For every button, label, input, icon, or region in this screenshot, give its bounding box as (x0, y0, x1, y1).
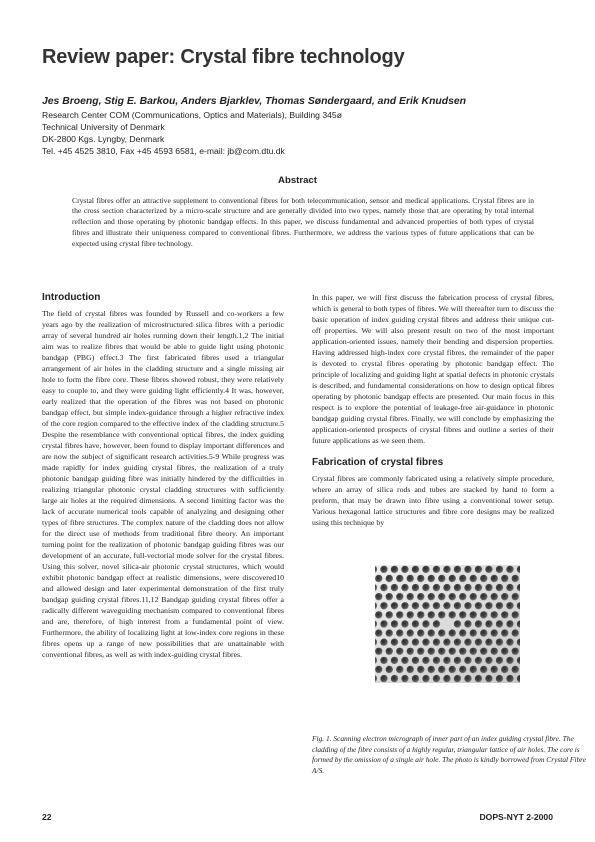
air-hole (464, 620, 471, 627)
air-hole (396, 611, 403, 618)
air-hole (464, 657, 471, 664)
air-hole (401, 584, 408, 591)
air-hole (480, 648, 487, 655)
air-hole (464, 566, 471, 573)
air-hole (501, 666, 508, 673)
abstract-heading: Abstract (278, 175, 317, 186)
figure-caption: Fig. 1. Scanning electron micrograph of inner part of an index guiding crystal fibre. The cladding of the fibre consists of a highly regular, triangular lattice of air holes. The core is formed by the omission of a single air hole. The photo is kindly borrowed from Crystal Fibre A/S. (312, 734, 587, 775)
air-hole (480, 575, 487, 582)
air-hole (506, 566, 513, 573)
air-hole (449, 575, 456, 582)
air-hole (485, 566, 492, 573)
fabrication-heading: Fabrication of crystal fibres (312, 457, 444, 468)
air-hole (512, 629, 519, 636)
air-hole (412, 639, 419, 646)
air-hole (512, 611, 519, 618)
air-hole (380, 657, 387, 664)
air-hole (391, 675, 398, 682)
air-hole (407, 648, 414, 655)
air-hole (449, 629, 456, 636)
air-hole (412, 566, 419, 573)
right-column (312, 292, 554, 528)
air-hole (475, 602, 482, 609)
air-hole (496, 675, 503, 682)
air-hole (491, 648, 498, 655)
air-hole (386, 611, 393, 618)
air-hole (412, 657, 419, 664)
fabrication-text: Crystal fibres are commonly fabricated using a relatively simple procedure, where an array of silica rods and tubes are stacked by hand to form a preform, that may be drawn into fibre using a conventional tower setup. Various hexagonal lattice structures and fibre core designs may be realized using this technique by (312, 474, 554, 527)
air-hole (506, 675, 513, 682)
air-hole (475, 620, 482, 627)
air-hole (391, 657, 398, 664)
air-hole (412, 584, 419, 591)
air-hole (459, 629, 466, 636)
air-hole (506, 620, 513, 627)
air-hole (386, 648, 393, 655)
air-hole (433, 639, 440, 646)
affiliation-line: DK-2800 Kgs. Lyngby, Denmark (42, 134, 165, 144)
air-hole (501, 629, 508, 636)
sem-micrograph (375, 565, 520, 683)
air-hole (443, 639, 450, 646)
air-hole (443, 675, 450, 682)
air-hole (412, 675, 419, 682)
air-hole (475, 584, 482, 591)
air-hole (401, 675, 408, 682)
air-hole (459, 611, 466, 618)
contact-line: Tel. +45 4525 3810, Fax +45 4593 6581, e-mail: jb@com.dtu.dk (42, 146, 285, 156)
air-hole (375, 629, 382, 636)
abstract-text: Crystal fibres offer an attractive supplement to conventional fibres for both telecommunication, sensor and medical applications. Crystal fibres are in the cross section characterized by a micro-scale structure and are generally divided into two types, namely those that are operating by total internal reflection and those operating by photonic bandgap effects. In this paper, we discuss fundamental and advanced properties of both types of crystal fibres and illustrate their uniqueness compared to conventional fibres. Furthermore, we address the various types of future applications that can be expected using crystal fibre technology. (72, 195, 534, 248)
air-hole (475, 675, 482, 682)
air-hole (470, 575, 477, 582)
air-hole (475, 639, 482, 646)
air-hole (428, 611, 435, 618)
air-hole (459, 666, 466, 673)
air-hole (512, 575, 519, 582)
author-list: Jes Broeng, Stig E. Barkou, Anders Bjarklev, Thomas Søndergaard, and Erik Knudsen (42, 96, 467, 107)
air-hole (386, 575, 393, 582)
air-hole (454, 584, 461, 591)
air-hole (401, 602, 408, 609)
air-hole (438, 575, 445, 582)
air-hole (433, 675, 440, 682)
air-hole (485, 584, 492, 591)
air-hole (417, 611, 424, 618)
air-hole (480, 611, 487, 618)
air-hole (475, 566, 482, 573)
air-hole (422, 566, 429, 573)
air-hole (485, 602, 492, 609)
air-hole (375, 666, 382, 673)
air-hole (459, 648, 466, 655)
air-hole (480, 593, 487, 600)
journal-issue: DOPS-NYT 2-2000 (479, 812, 553, 822)
air-hole (485, 639, 492, 646)
air-hole (443, 657, 450, 664)
air-hole (396, 666, 403, 673)
outline-paragraph: In this paper, we will first discuss the fabrication process of crystal fibres, which is general to both types of fibres. We will thereafter turn to discuss the basic operation of index guiding crystal fibres and address their unique cut-off properties. We will also present result on two of the most important application-oriented issues, namely their bending and dispersion properties. Having addressed high-index core crystal fibres, the remainder of the paper is devoted to crystal fibres operating by photonic bandgap effect. The principle of localizing and guiding light at spatial defects in photonic crystals is described, and fundamental considerations on how to design optical fibres operating by photonic bandgap effects are presented. Our main focus in this respect is to explore the potential of leakage-free air-guidance in photonic bandgap guiding crystal fibres. Finally, we will conclude by emphasizing the application-oriented prospects of crystal fibres and outline a series of their future applications as we seen them. (312, 293, 554, 445)
air-hole (480, 629, 487, 636)
air-hole (470, 629, 477, 636)
air-hole (449, 611, 456, 618)
air-hole (422, 639, 429, 646)
air-hole (401, 620, 408, 627)
air-hole (438, 666, 445, 673)
affiliation-line: Research Center COM (Communications, Optics and Materials), Building 345ø (42, 110, 342, 120)
air-hole (501, 611, 508, 618)
air-hole (449, 666, 456, 673)
introduction-text: The field of crystal fibres was founded by Russell and co-workers a few years ago by the realization of microstructured silica fibres with a periodic array of several hundred air holes running down their length.1,2 The initial aim was to realize fibres that would be able to guide light using photonic bandgap (PBG) effect.3 The first fabricated fibres used a triangular arrangement of air holes in the cladding structure and a single missing air hole to form the fibre core. These fibres showed robust, they were relatively easy to couple to, and they were guiding light efficiently.4 It was, however, early realized that the operation of the fibres was not based on photonic bandgap effect, but simple index-guidance through a higher refractive index of the core region compared to the effective index of the cladding structure.5 Despite the resemblance with conventional optical fibres, the index guiding crystal fibres have, however, been found to display important differences and are now the subject of significant research activities.5-9 While progress was made rapidly for index guiding crystal fibres, the realization of a truly photonic bandgap guiding fibre was initially hindered by the difficulties in realizing triangular photonic crystal cladding structures with sufficiently large air holes at the required dimensions. A second limiting factor was the lack of accurate numerical tools capable of analyzing and designing other types of fibre structures. The complex nature of the cladding does not allow for the direct use of methods from traditional fibre theory. An important turning point for the realization of photonic bandgap guiding fibres was our development of an accurate, full-vectorial mode solver for the crystal fibres. Using this solver, novel silica-air photonic crystal structures, which would exhibit photonic bandgap effect at realistic dimensions, were discovered10 and allowed design and later experimental demonstration of the first truly bandgap guiding crystal fibres.11,12 Bandgap guiding crystal fibres offer a radically different waveguiding mechanism compared to conventional fibres and are, therefore, of high interest from a fundamental point of view. Furthermore, the ability of localizing light at low-index core regions in these fibres opens up a range of new possibilities that are unattainable with conventional fibres, as well as with index-guiding crystal fibres. (42, 309, 284, 659)
air-hole (501, 593, 508, 600)
air-hole (428, 629, 435, 636)
air-hole (438, 611, 445, 618)
air-hole (438, 648, 445, 655)
air-hole (454, 675, 461, 682)
air-hole (417, 666, 424, 673)
air-hole (496, 602, 503, 609)
left-column (42, 292, 284, 660)
air-hole (485, 620, 492, 627)
air-hole (470, 593, 477, 600)
air-hole (454, 639, 461, 646)
air-hole (396, 593, 403, 600)
air-hole (485, 657, 492, 664)
air-hole (391, 639, 398, 646)
air-hole (454, 566, 461, 573)
air-hole (506, 639, 513, 646)
air-hole (443, 566, 450, 573)
page-number: 22 (42, 812, 52, 822)
air-hole (417, 648, 424, 655)
air-hole (506, 584, 513, 591)
air-hole (506, 602, 513, 609)
air-hole (417, 575, 424, 582)
air-hole (428, 648, 435, 655)
air-hole (512, 593, 519, 600)
air-hole (464, 602, 471, 609)
air-hole (386, 593, 393, 600)
air-hole (433, 566, 440, 573)
air-hole (375, 593, 382, 600)
air-hole (464, 675, 471, 682)
air-hole (491, 593, 498, 600)
air-hole (407, 593, 414, 600)
air-hole (380, 675, 387, 682)
air-hole (407, 575, 414, 582)
air-hole (512, 648, 519, 655)
air-hole (375, 648, 382, 655)
air-hole (422, 620, 429, 627)
air-hole (491, 629, 498, 636)
air-hole (380, 639, 387, 646)
paper-title: Review paper: Crystal fibre technology (42, 46, 405, 68)
air-hole (428, 666, 435, 673)
air-hole (496, 584, 503, 591)
air-hole (391, 602, 398, 609)
air-hole (428, 575, 435, 582)
air-hole (380, 602, 387, 609)
air-hole (433, 657, 440, 664)
air-hole (407, 629, 414, 636)
air-hole (449, 593, 456, 600)
air-hole (422, 675, 429, 682)
air-hole (464, 639, 471, 646)
air-hole (501, 648, 508, 655)
air-hole (380, 566, 387, 573)
introduction-heading: Introduction (42, 292, 101, 303)
air-hole (512, 666, 519, 673)
air-hole (496, 566, 503, 573)
air-hole (391, 584, 398, 591)
air-hole (422, 584, 429, 591)
air-hole (480, 666, 487, 673)
air-hole (380, 620, 387, 627)
air-hole (454, 620, 461, 627)
air-hole (412, 602, 419, 609)
air-hole (470, 648, 477, 655)
air-hole (422, 602, 429, 609)
air-hole (470, 611, 477, 618)
air-hole (496, 639, 503, 646)
air-hole (443, 602, 450, 609)
affiliation-block (42, 109, 342, 157)
air-hole-lattice (375, 565, 520, 683)
air-hole (475, 657, 482, 664)
air-hole (433, 602, 440, 609)
air-hole (433, 620, 440, 627)
air-hole (443, 584, 450, 591)
air-hole (491, 575, 498, 582)
air-hole (396, 629, 403, 636)
air-hole (412, 620, 419, 627)
air-hole (396, 648, 403, 655)
air-hole (422, 657, 429, 664)
air-hole (496, 620, 503, 627)
air-hole (454, 657, 461, 664)
air-hole (433, 584, 440, 591)
air-hole (470, 666, 477, 673)
air-hole (386, 629, 393, 636)
air-hole (464, 584, 471, 591)
air-hole (449, 648, 456, 655)
air-hole (380, 584, 387, 591)
affiliation-line: Technical University of Denmark (42, 122, 165, 132)
air-hole (459, 575, 466, 582)
air-hole (496, 657, 503, 664)
air-hole (459, 593, 466, 600)
air-hole (375, 611, 382, 618)
air-hole (401, 657, 408, 664)
air-hole (396, 575, 403, 582)
air-hole (438, 629, 445, 636)
air-hole (485, 675, 492, 682)
air-hole (407, 666, 414, 673)
air-hole (491, 611, 498, 618)
air-hole (386, 666, 393, 673)
air-hole (454, 602, 461, 609)
air-hole (438, 593, 445, 600)
air-hole (501, 575, 508, 582)
air-hole (417, 593, 424, 600)
air-hole (407, 611, 414, 618)
air-hole (391, 620, 398, 627)
air-hole (417, 629, 424, 636)
air-hole (491, 666, 498, 673)
air-hole (428, 593, 435, 600)
air-hole (391, 566, 398, 573)
air-hole (401, 639, 408, 646)
air-hole (506, 657, 513, 664)
air-hole (401, 566, 408, 573)
air-hole (375, 575, 382, 582)
